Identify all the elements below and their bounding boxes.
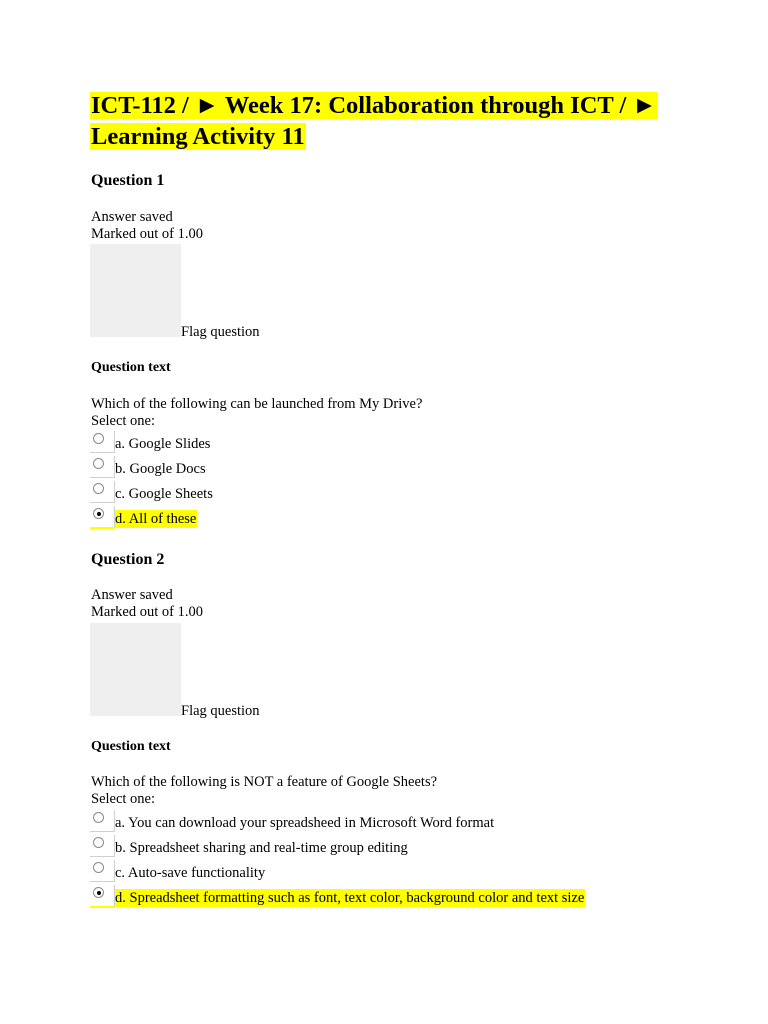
question-1-flag-label[interactable]: Flag question (181, 324, 260, 340)
flag-icon[interactable] (90, 244, 181, 337)
breadcrumb-separator: / (182, 92, 189, 119)
question-2-marked: Marked out of 1.00 (91, 604, 203, 620)
question-1-text-label: Question text (91, 360, 171, 375)
radio-button[interactable] (93, 837, 104, 848)
breadcrumb-arrow-icon: ► (194, 92, 220, 119)
question-1-select-one: Select one: (91, 413, 156, 429)
radio-cell (90, 506, 115, 529)
radio-button[interactable] (93, 433, 104, 444)
question-1-status: Answer saved (91, 209, 173, 225)
option-label[interactable]: a. You can download your spreadsheed in Microsoft Word format (115, 815, 495, 831)
page-title (90, 90, 710, 152)
breadcrumb-arrow-icon: ► (632, 92, 657, 119)
option-label[interactable]: a. Google Slides (115, 436, 211, 452)
question-1-prompt: Which of the following can be launched from My Drive? (91, 396, 423, 412)
question-2-flag-label[interactable]: Flag question (181, 703, 260, 719)
radio-button-selected[interactable] (93, 508, 104, 519)
radio-button[interactable] (93, 458, 104, 469)
radio-cell (90, 860, 115, 882)
radio-button[interactable] (93, 862, 104, 873)
option-label-selected[interactable]: d. Spreadsheet formatting such as font, text color, background color and text size (115, 890, 585, 906)
breadcrumb-activity[interactable]: Learning Activity 11 (91, 123, 305, 150)
question-2-prompt: Which of the following is NOT a feature of Google Sheets? (91, 774, 438, 790)
radio-cell (90, 885, 115, 908)
radio-cell (90, 835, 115, 857)
breadcrumb-course[interactable]: ICT-112 (91, 92, 176, 119)
option-label-selected[interactable]: d. All of these (115, 511, 197, 527)
question-1-marked: Marked out of 1.00 (91, 226, 203, 242)
question-2-select-one: Select one: (91, 791, 156, 807)
radio-cell (90, 456, 115, 478)
option-label[interactable]: b. Spreadsheet sharing and real-time group editing (115, 840, 408, 856)
radio-cell (90, 431, 115, 453)
question-2-status: Answer saved (91, 587, 173, 603)
option-label[interactable]: c. Google Sheets (115, 486, 213, 502)
question-2-text-label: Question text (91, 739, 171, 754)
option-label[interactable]: c. Auto-save functionality (115, 865, 266, 881)
question-1-heading: Question 1 (91, 172, 165, 189)
breadcrumb-week[interactable]: Week 17: Collaboration through ICT (224, 92, 614, 119)
breadcrumb-separator: / (619, 92, 627, 119)
radio-cell (90, 481, 115, 503)
question-2-heading: Question 2 (91, 551, 165, 568)
radio-button-selected[interactable] (93, 887, 104, 898)
radio-button[interactable] (93, 812, 104, 823)
flag-icon[interactable] (90, 623, 181, 716)
radio-button[interactable] (93, 483, 104, 494)
radio-cell (90, 810, 115, 832)
option-label[interactable]: b. Google Docs (115, 461, 206, 477)
